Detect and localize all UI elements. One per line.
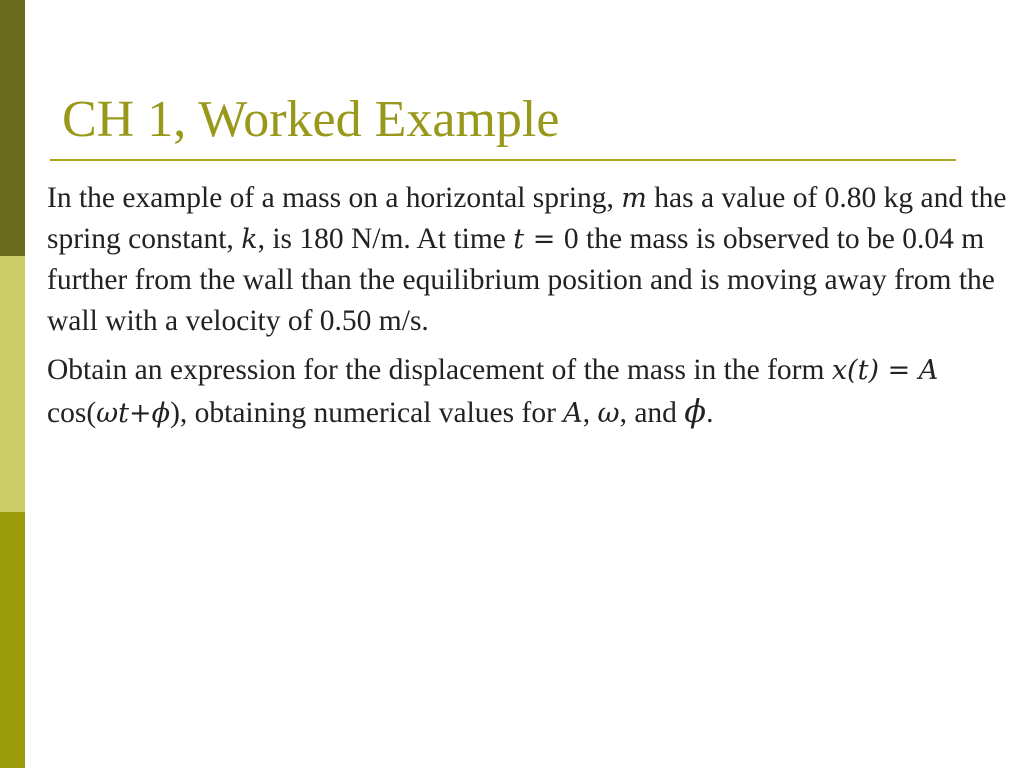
expr-omega-t: ωt <box>96 398 130 429</box>
value-phi: ϕ <box>684 392 707 430</box>
var-k: k <box>241 224 258 255</box>
expr-plus: + <box>129 398 152 429</box>
expr-phi: ϕ <box>151 398 171 429</box>
var-m: m <box>621 183 647 214</box>
p1-text-2: has a value of 0.80 kg and the spring constant, <box>47 182 1007 255</box>
var-t: t <box>513 224 525 255</box>
accent-bar-bottom <box>0 512 25 768</box>
p2-separator: , <box>582 397 598 429</box>
value-A: A <box>563 398 583 429</box>
p1-equals: = <box>524 224 564 255</box>
p2-text-3: , and <box>619 397 685 429</box>
problem-statement <box>47 178 1017 342</box>
p1-text-1: In the example of a mass on a horizontal spring, <box>47 182 622 214</box>
accent-bar-top <box>0 0 25 256</box>
p2-text-1: Obtain an expression for the displacement of the mass in the form <box>47 354 832 386</box>
title-underline <box>50 159 956 161</box>
expr-close: ) <box>170 397 180 429</box>
task-statement <box>47 350 1017 434</box>
accent-bar <box>0 0 25 768</box>
p1-text-3: , is 180 N/m. At time <box>257 223 514 255</box>
p2-text-2: , obtaining numerical values for <box>179 397 564 429</box>
slide-body <box>47 178 1017 434</box>
expr-A: A <box>918 355 939 386</box>
accent-bar-middle <box>0 256 25 512</box>
slide-title: CH 1, Worked Example <box>62 91 560 148</box>
expr-cos: cos( <box>47 397 97 429</box>
p1-text-4: 0 the mass is observed to be 0.04 m further from the wall than the equilibrium position and is moving away from the wall with a velocity of 0.50 m/s. <box>47 223 995 337</box>
expr-xt: x(t) <box>831 355 879 386</box>
p2-equals: = <box>878 355 919 386</box>
p2-period: . <box>706 397 714 429</box>
value-omega: ω <box>597 398 620 429</box>
